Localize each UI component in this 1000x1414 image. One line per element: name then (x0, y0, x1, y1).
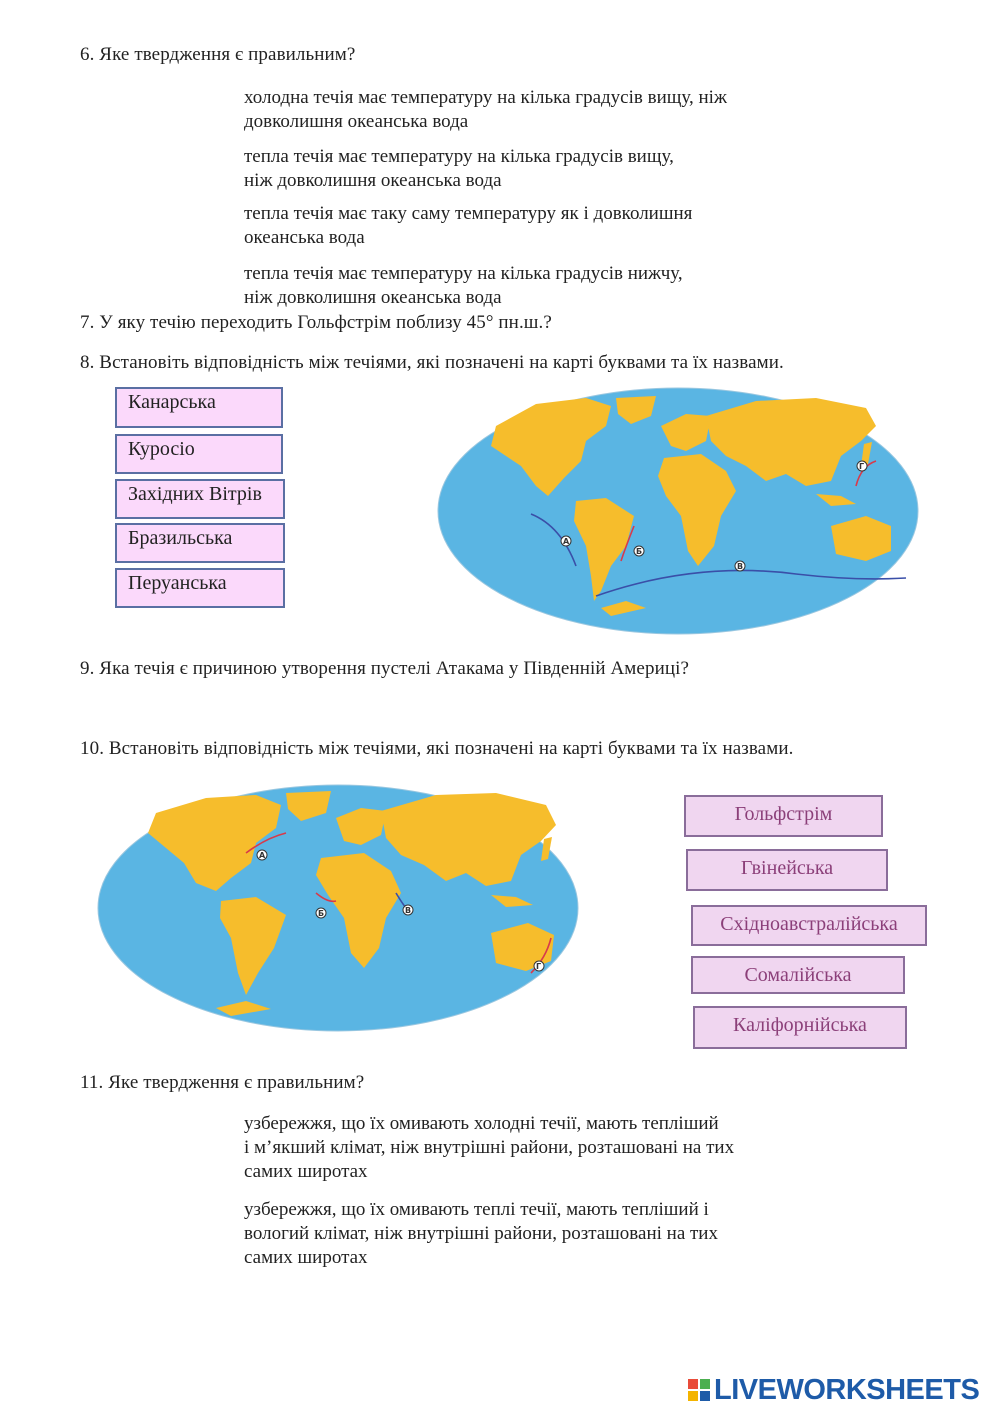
q10-name-box[interactable]: Гольфстрім (684, 795, 883, 837)
world-map-q8 (436, 386, 920, 636)
liveworksheets-logo (688, 1372, 979, 1408)
map-label-v: В (405, 906, 412, 915)
q6-option-1[interactable]: холодна течія має температуру на кілька градусів вищу, ніж довколишня океанська вода (244, 87, 728, 132)
map-label-b: Б (318, 909, 325, 918)
map-label-b: Б (636, 547, 643, 556)
q6-option-4[interactable]: тепла течія має температуру на кілька градусів нижчу, ніж довколишня океанська вода (244, 263, 683, 308)
q10-name-box[interactable]: Сомалійська (691, 956, 905, 994)
q11-option-1[interactable]: узбережжя, що їх омивають холодні течії, мають тепліший і м’якший клімат, ніж внутрішні райони, розташовані на тих самих широтах (244, 1113, 735, 1182)
q8-name-box[interactable]: Західних Вітрів (115, 479, 285, 519)
q6-title: 6. Яке твердження є правильним? (80, 44, 356, 65)
q8-title: 8. Встановіть відповідність між течіями, які позначені на карті буквами та їх назвами. (80, 352, 784, 373)
logo-mark-icon (688, 1379, 710, 1401)
map-label-g: Г (859, 462, 865, 471)
q6-option-2[interactable]: тепла течія має температуру на кілька градусів вищу, ніж довколишня океанська вода (244, 146, 674, 191)
q9-title: 9. Яка течія є причиною утворення пустелі Атакама у Південній Америці? (80, 658, 690, 679)
map-label-a: А (259, 851, 266, 860)
q8-name-box[interactable]: Перуанська (115, 568, 285, 608)
q8-name-box[interactable]: Куросіо (115, 434, 283, 474)
q11-title: 11. Яке твердження є правильним? (80, 1072, 365, 1093)
q7-title: 7. У яку течію переходить Гольфстрім поблизу 45° пн.ш.? (80, 312, 552, 333)
map-label-v: В (737, 562, 744, 571)
map-label-a: А (563, 537, 570, 546)
q11-option-2[interactable]: узбережжя, що їх омивають теплі течії, мають тепліший і вологий клімат, ніж внутрішні райони, розташовані на тих самих широтах (244, 1199, 718, 1268)
q10-name-box[interactable]: Гвінейська (686, 849, 888, 891)
q6-option-3[interactable]: тепла течія має таку саму температуру як і довколишня океанська вода (244, 203, 693, 248)
world-map-q10 (96, 783, 580, 1033)
map-label-g: Г (536, 962, 542, 971)
q10-name-box[interactable]: Східноавстралійська (691, 905, 927, 946)
logo-text: LIVEWORKSHEETS (714, 1373, 980, 1406)
q10-title: 10. Встановіть відповідність між течіями, які позначені на карті буквами та їх назвами. (80, 738, 794, 759)
q8-name-box[interactable]: Канарська (115, 387, 283, 428)
q8-name-box[interactable]: Бразильська (115, 523, 285, 563)
q10-name-box[interactable]: Каліфорнійська (693, 1006, 907, 1049)
